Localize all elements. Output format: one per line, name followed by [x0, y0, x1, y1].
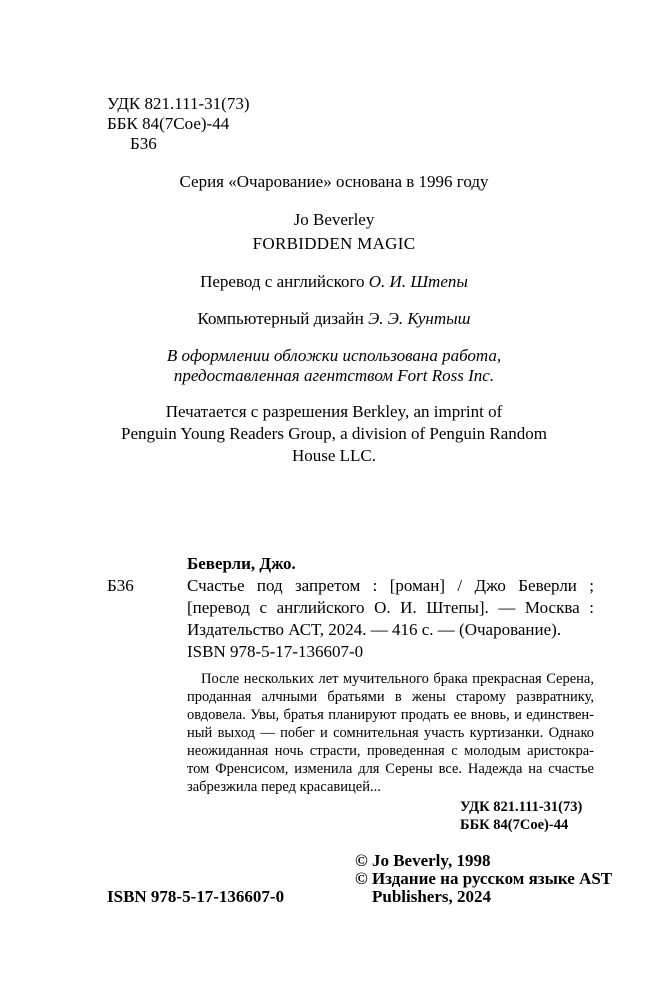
catalog-desc-line-1: Счастье под запретом : [роман] / Джо Беверли ;: [187, 576, 594, 595]
annotation-line: забрезжила перед красавицей...: [187, 779, 381, 795]
footer-isbn: ISBN 978-5-17-136607-0: [107, 887, 285, 906]
annotation-line: неожиданная ночь страсти, проведенная с молодым аристокра-: [187, 743, 594, 759]
author-mark: Б36: [130, 134, 157, 153]
footer-bbk: ББК 84(7Сое)-44: [460, 817, 569, 833]
copyright-line-3: Publishers, 2024: [372, 887, 492, 906]
original-title: FORBIDDEN MAGIC: [252, 234, 416, 253]
permission-line-3: House LLC.: [291, 446, 377, 465]
annotation-line: том Френсисом, изменила для Серены все. Надежда на счастье: [187, 761, 594, 777]
translator-name: О. И. Штепы: [368, 272, 468, 291]
catalog-heading: Беверли, Джо.: [187, 554, 296, 573]
design-credit: [0, 309, 668, 329]
catalog-description: [187, 576, 594, 640]
cover-note-line-2: предоставленная агентством Fort Ross Inc.: [173, 366, 495, 385]
catalog-desc-line-2: [перевод с английского О. И. Штепы]. — Москва :: [187, 598, 594, 617]
annotation-line: ный выход — побег и сомнительная участь куртизанки. Однако: [187, 725, 594, 741]
catalog-mark: Б36: [107, 576, 134, 595]
bbk-code: ББК 84(7Сое)-44: [107, 114, 230, 133]
cover-note-line-1: В оформлении обложки использована работа,: [166, 346, 502, 365]
annotation-line: овдовела. Увы, братья планируют продать ее вновь, и единствен-: [187, 707, 594, 723]
copyright-line-2: © Издание на русском языке AST: [355, 869, 613, 888]
original-author: Jo Beverley: [293, 210, 375, 229]
catalog-isbn: ISBN 978-5-17-136607-0: [187, 642, 364, 661]
series-note: Серия «Очарование» основана в 1996 году: [179, 172, 489, 191]
copyright-line-1: © Jo Beverly, 1998: [355, 851, 491, 870]
udk-code: УДК 821.111-31(73): [107, 94, 250, 113]
permission-line-2: Penguin Young Readers Group, a division of Penguin Random: [121, 424, 547, 443]
translation-credit: [0, 272, 668, 292]
design-label: Компьютерный дизайн: [197, 309, 364, 328]
designer-name: Э. Э. Кунтыш: [368, 309, 471, 328]
annotation-line: После нескольких лет мучительного брака прекрасная Серена,: [201, 671, 594, 687]
annotation: [187, 670, 594, 796]
catalog-desc-line-3: Издательство АСТ, 2024. — 416 с. — (Очарование).: [187, 620, 562, 639]
annotation-line: проданная алчными братьями в жены старому развратнику,: [187, 689, 594, 705]
permission-line-1: Печатается с разрешения Berkley, an imprint of: [165, 402, 503, 421]
footer-udk: УДК 821.111-31(73): [460, 799, 583, 815]
translation-label: Перевод с английского: [200, 272, 365, 291]
